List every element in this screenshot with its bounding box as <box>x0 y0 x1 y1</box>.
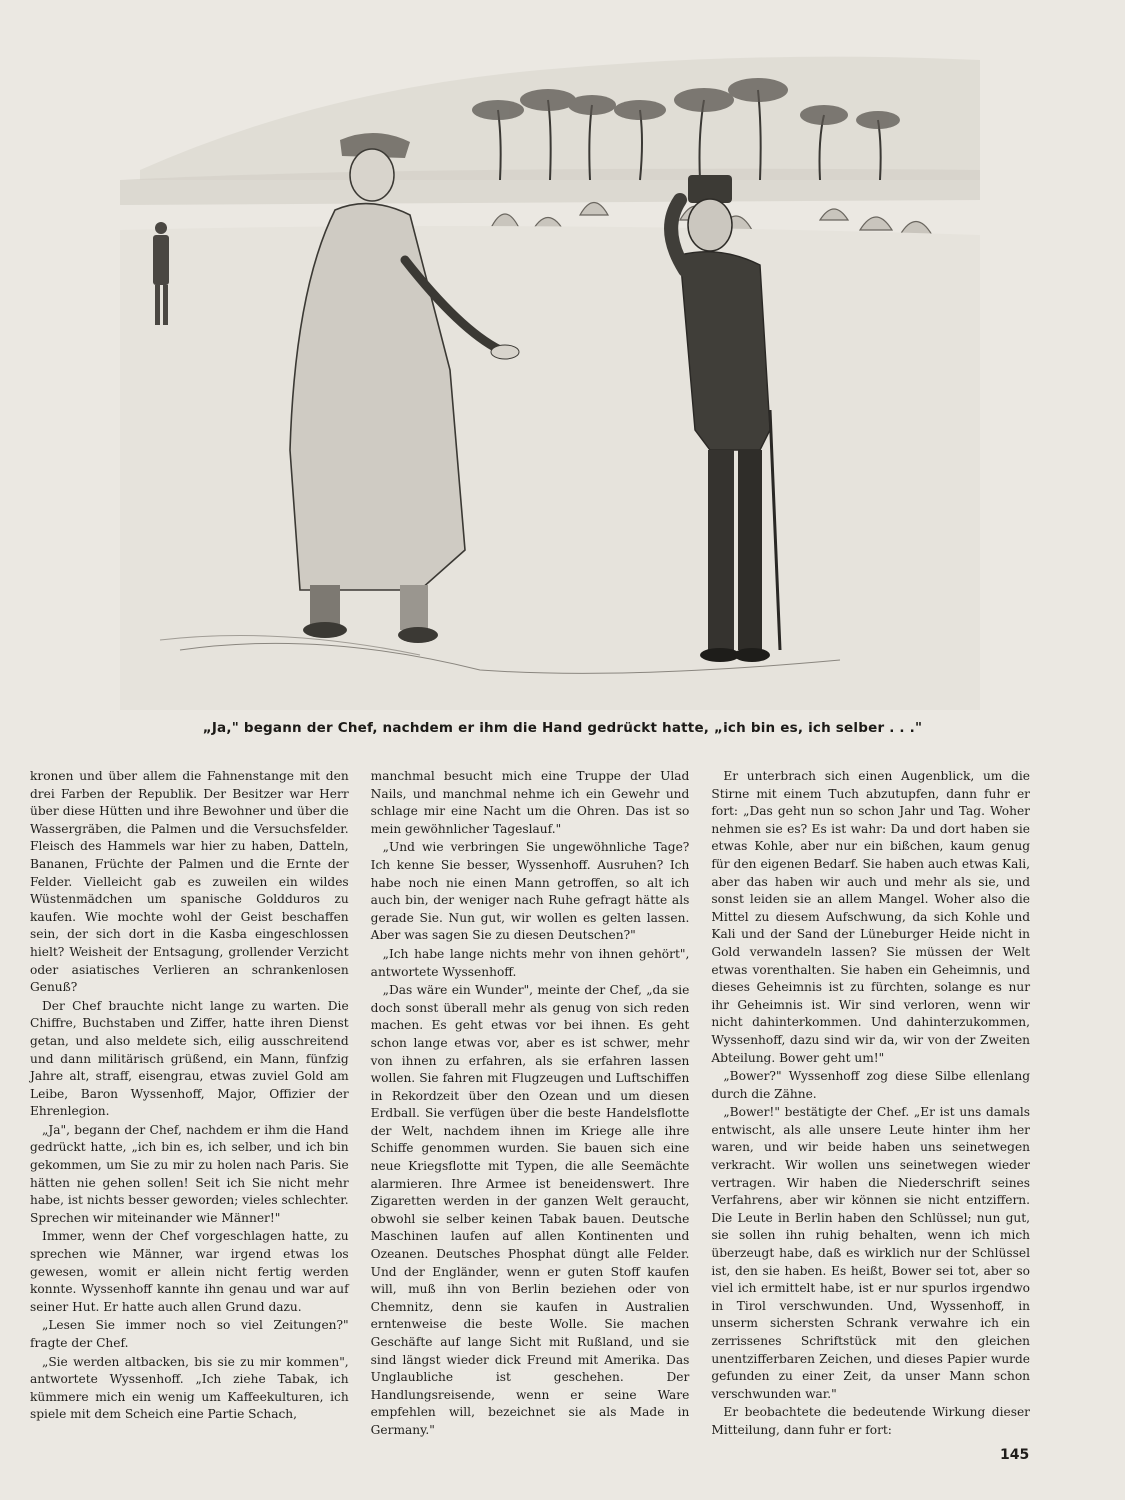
desert-scene-illustration <box>120 30 980 710</box>
article-body <box>30 768 1030 1448</box>
paragraph: kronen und über allem die Fahnenstange mit den drei Farben der Republik. Der Besitzer war Herr über diese Hütten und ihre Bewohner und über die Wassergräben, die Palmen und die Versuchsfelder. Fleisch des Hammels war hier zu haben, Datteln, Bananen, Früchte der Palmen und die Ernte der Felder. Vielleicht gab es zuweilen ein wildes Wüstenmädchen um spanische Goldduros zu kaufen. Wie mochte wohl der Geist beschaffen sein, der sich dort in die Kasba eingeschlossen hielt? Weisheit der Entsagung, grollender Verzicht oder asiatisches Verlieren an schrankenlosen Genuß? <box>30 769 349 995</box>
illustration-caption: „Ja," begann der Chef, nachdem er ihm die Hand gedrückt hatte, „ich bin es, ich selber . . ." <box>202 720 923 736</box>
paragraph: „Ja", begann der Chef, nachdem er ihm die Hand gedrückt hatte, „ich bin es, ich selber, und ich bin gekommen, um Sie zu mir zu holen nach Paris. Sie hätten nie gehen sollen! Seit ich Sie nicht mehr habe, ist nichts besser geworden; vieles schlechter. Sprechen wir miteinander wie Männer!" <box>30 1122 349 1225</box>
paragraph: „Das wäre ein Wunder", meinte der Chef, „da sie doch sonst überall mehr als genug von sich reden machen. Es geht etwas vor bei ihnen. Es geht schon lange etwas vor, aber es ist schwer, mehr von ihnen zu erfahren, als sie erfahren lassen wollen. Sie fahren mit Flugzeugen und Luftschiffen in Rekordzeit über den Ozean und um diesen Erdball. Sie verfügen über die beste Handelsflotte der Welt, nachdem ihnen im Kriege alle ihre Schiffe genommen wurden. Sie bauen sich eine neue Kriegsflotte mit Typen, die alle Seemächte alarmieren. Ihre Armee ist beneidenswert. Ihre Zigaretten werden in der ganzen Welt geraucht, obwohl sie selber keinen Tabak bauen. Deutsche Maschinen laufen auf allen Kontinenten und Ozeanen. Deutsches Phosphat düngt alle Felder. Und der Engländer, wenn er guten Stoff kaufen will, muß ihn von Berlin beziehen oder von Chemnitz, denn sie kaufen in Australien erntenweise die beste Wolle. Sie machen Geschäfte auf lange Sicht mit Rußland, und sie sind längst wieder dick Freund mit Amerika. Das Unglaubliche ist geschehen. Der Handlungsreisende, wenn er seine Ware empfehlen will, bezeichnet sie als Made in Germany." <box>370 983 690 1437</box>
text-column-3 <box>711 768 1030 1448</box>
paragraph: Er beobachtete die bedeutende Wirkung dieser Mitteilung, dann fuhr er fort: <box>711 1405 1031 1437</box>
paragraph: „Lesen Sie immer noch so viel Zeitungen?" fragte der Chef. <box>30 1318 349 1350</box>
text-column-2 <box>371 768 690 1448</box>
paragraph: Der Chef brauchte nicht lange zu warten. Die Chiffre, Buchstaben und Ziffer, hatte ihren Dienst getan, und also meldete sich, eilig ausschreitend und dann militärisch grüßend, ein Mann, fünfzig Jahre alt, straff, eisengrau, etwas zuviel Gold am Leibe, Baron Wyssenhoff, Major, Offizier der Ehrenlegion. <box>30 998 349 1119</box>
paragraph: „Bower?" Wyssenhoff zog diese Silbe ellenlang durch die Zähne. <box>711 1069 1031 1101</box>
paragraph: „Und wie verbringen Sie ungewöhnliche Tage? Ich kenne Sie besser, Wyssenhoff. Ausruhen? Ich habe noch nie einen Mann getroffen, so alt ich auch bin, der weniger nach Ruhe gefragt hätte als gerade Sie. Nun gut, wir wollen es gelten lassen. Aber was sagen Sie zu diesen Deutschen?" <box>370 840 690 943</box>
page-number: 145 <box>1000 1447 1030 1463</box>
paragraph: Er unterbrach sich einen Augenblick, um die Stirne mit einem Tuch abzutupfen, dann fuhr er fort: „Das geht nun so schon Jahr und Tag. Woher nehmen sie es? Es ist wahr: Da und dort haben sie etwas Kohle, aber nur ein bißchen, kaum genug für den eigenen Bedarf. Sie haben auch etwas Kali, aber das haben wir auch und mehr als sie, und sonst leiden sie an allem Mangel. Woher also die Mittel zu diesem Aufschwung, da sich Kohle und Kali und der Sand der Lüneburger Heide nicht in Gold verwandeln lassen? Sie müssen der Welt etwas vorenthalten. Sie haben ein Geheimnis, und dieses Geheimnis ist zu fürchten, solange es nur ihr Geheimnis ist. Wir sind verloren, wenn wir nicht dahinterkommen. Und dahinterzukommen, Wyssenhoff, dazu sind wir da, wir von der Zweiten Abteilung. Bower geht um!" <box>711 769 1031 1065</box>
paragraph: „Sie werden altbacken, bis sie zu mir kommen", antwortete Wyssenhoff. „Ich ziehe Tabak, ich kümmere mich ein wenig um Kaffeekulturen, ich spiele mit dem Scheich eine Partie Schach, <box>30 1354 349 1422</box>
paragraph: „Bower!" bestätigte der Chef. „Er ist uns damals entwischt, als alle unsere Leute hinter ihm her waren, und wir beide haben uns seinetwegen verkracht. Wir wollen uns seinetwegen wieder vertragen. Wir haben die Niederschrift seines Verfahrens, aber wir können sie nicht entziffern. Die Leute in Berlin haben den Schlüssel; nun gut, sie sollen ihn ruhig behalten, wenn ich mich überzeugt habe, daß es wirklich nur der Schlüssel ist, den sie haben. Es heißt, Bower sei tot, aber so viel ich ermittelt habe, ist er nur spurlos irgendwo in Tirol verschwunden. Und, Wyssenhoff, in unserm sichersten Schrank verwahre ich ein zerrissenes Schriftstück mit den gleichen unentzifferbaren Zeichen, und dieses Papier wurde gefunden zu einer Zeit, da unser Mann schon verschwunden war." <box>711 1105 1031 1401</box>
text-column-1 <box>30 768 349 1448</box>
paragraph: „Ich habe lange nichts mehr von ihnen gehört", antwortete Wyssenhoff. <box>370 946 690 979</box>
paragraph: manchmal besucht mich eine Truppe der Ulad Nails, und manchmal nehme ich ein Gewehr und schlage mir eine Nacht um die Ohren. Das ist so mein gewöhnlicher Tageslauf." <box>370 769 690 836</box>
paragraph: Immer, wenn der Chef vorgeschlagen hatte, zu sprechen wie Männer, war irgend etwas los gewesen, womit er allein nicht fertig werden konnte. Wyssenhoff kannte ihn genau und war auf seiner Hut. Er hatte auch allen Grund dazu. <box>30 1229 349 1314</box>
